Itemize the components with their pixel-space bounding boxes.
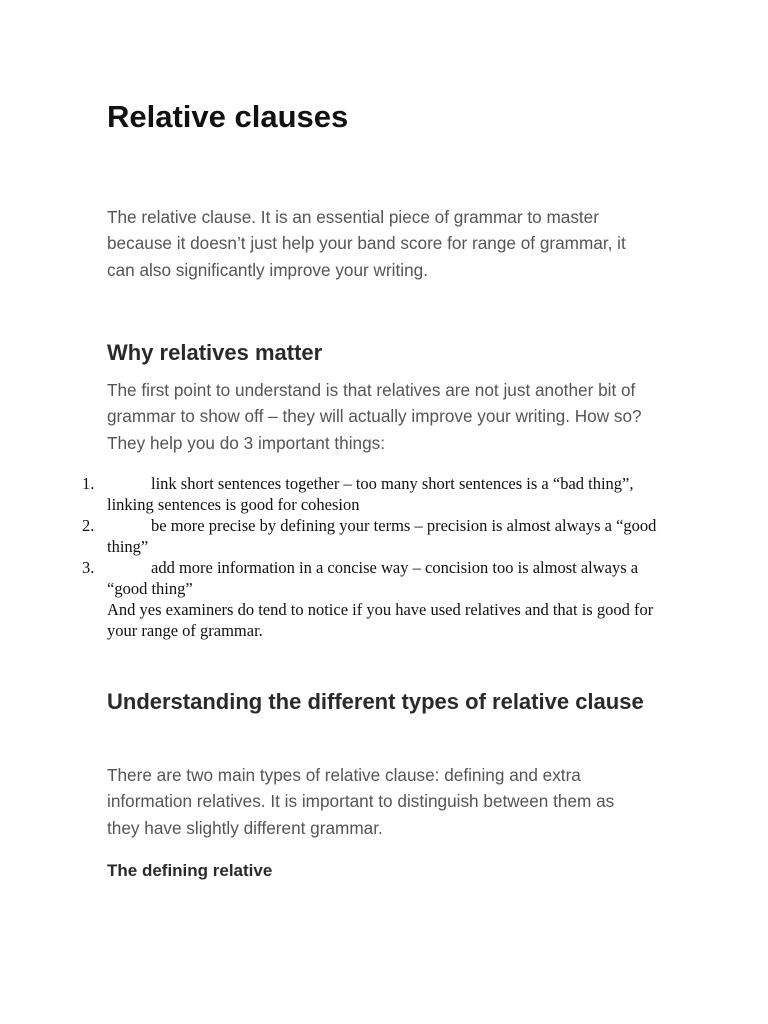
list-item	[82, 473, 663, 515]
benefits-list	[82, 473, 663, 641]
types-paragraph: There are two main types of relative clause: defining and extra information relatives. It is important to distinguish between them as they have slightly different grammar.	[107, 765, 615, 838]
list-item-number: 1.	[82, 474, 95, 493]
list-item	[82, 515, 663, 557]
list-item-number: 2.	[82, 516, 95, 535]
subheading-defining-relative: The defining relative	[107, 861, 273, 880]
section-heading-why-relatives-matter: Why relatives matter	[107, 340, 323, 365]
list-item-text: be more precise by defining your terms – precision is almost always a “good thing”	[107, 516, 657, 556]
section-heading-types-of-relative-clause: Understanding the different types of relative clause	[107, 689, 644, 714]
list-item-text: add more information in a concise way – concision too is almost always a “good thing”	[107, 558, 639, 598]
list-item-number: 3.	[82, 558, 95, 577]
page-title: Relative clauses	[107, 99, 349, 134]
intro-paragraph: The relative clause. It is an essential piece of grammar to master because it doesn’t just help your band score for range of grammar, it can also significantly improve your writing.	[107, 207, 626, 280]
list-item	[82, 557, 663, 641]
closing-note: And yes examiners do tend to notice if you have used relatives and that is good for your range of grammar.	[107, 600, 654, 640]
why-relatives-paragraph: The first point to understand is that relatives are not just another bit of grammar to show off – they will actually improve your writing. How so? They help you do 3 important things:	[107, 380, 642, 453]
list-item-text: link short sentences together – too many short sentences is a “bad thing”, linking sentences is good for cohesion	[107, 474, 634, 514]
